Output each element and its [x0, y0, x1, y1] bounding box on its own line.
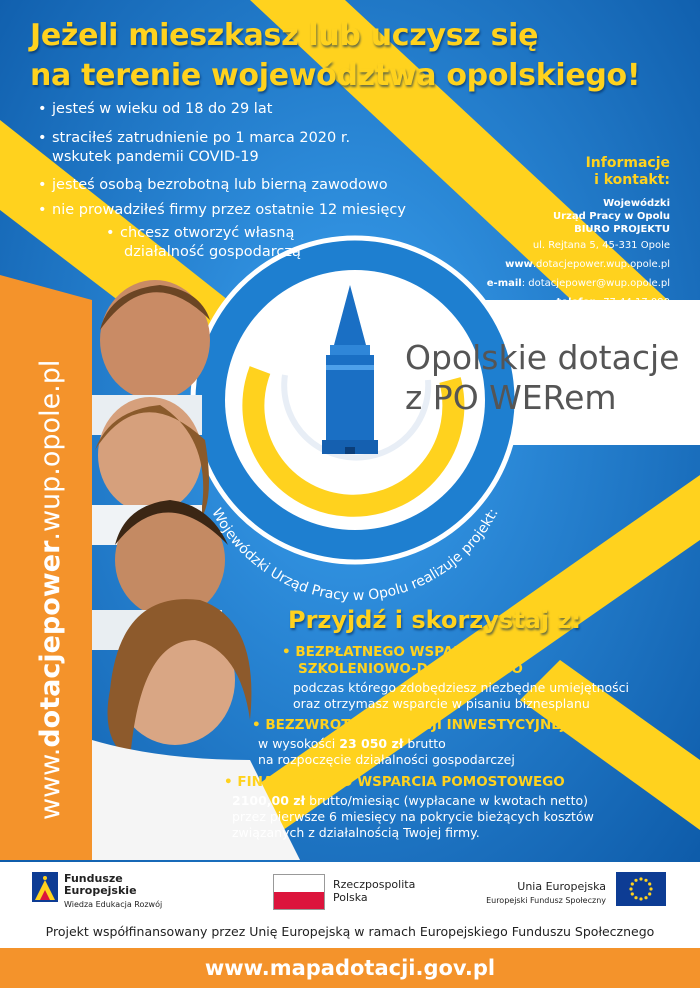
criterion-age: • jesteś w wieku od 18 do 29 lat — [38, 101, 273, 117]
contact-org-3: BIURO PROJEKTU — [574, 224, 670, 235]
criterion-start-business: • chcesz otworzyć własną — [106, 225, 295, 241]
contact-address: ul. Rejtana 5, 45-331 Opole — [532, 240, 670, 251]
offer-1-text-2: oraz otrzymasz wsparcie w pisaniu biznesplanu — [293, 696, 590, 711]
criterion-no-business: • nie prowadziłeś firmy przez ostatnie 12 miesięcy — [38, 202, 406, 218]
offer-3-text-2: przez pierwsze 6 miesięcy na pokrycie bieżących kosztów — [232, 809, 594, 824]
offer-3-text-1: 2100,00 zł brutto/miesiąc (wypłacane w kwotach netto) — [232, 793, 589, 808]
offer-2-text-2: na rozpoczęcie działalności gospodarczej — [258, 752, 515, 767]
headline-line-2: na terenie województwa opolskiego! — [30, 58, 641, 93]
footer — [0, 862, 700, 988]
offer-3-heading: • FINANSOWEGO WSPARCIA POMOSTOWEGO — [224, 774, 565, 790]
rp-name-1: Rzeczpospolita — [333, 878, 416, 891]
logo-text-line-2: z PO WERem — [405, 378, 617, 417]
offer-2-heading: • BEZZWROTNEJ DOTACJI INWESTYCYJNEJ — [252, 717, 566, 733]
bottom-url-bar[interactable] — [0, 948, 700, 988]
contact-org-2: Urząd Pracy w Opolu — [553, 211, 670, 222]
side-url[interactable]: www.dotacjepower.wup.opole.pl — [35, 359, 66, 820]
offer-1-text-1: podczas którego zdobędziesz niezbędne umiejętności — [293, 680, 630, 695]
criterion-job-loss-cont: wskutek pandemii COVID-19 — [52, 149, 259, 165]
criterion-job-loss: • straciłeś zatrudnienie po 1 marca 2020 r. — [38, 130, 351, 146]
eu-name: Unia Europejska — [517, 880, 606, 893]
contact-title-2: i kontakt: — [594, 172, 670, 188]
offer-1-heading: • BEZPŁATNEGO WSPARCIA — [282, 644, 490, 660]
criterion-start-business-cont: działalność gospodarczą — [124, 244, 301, 260]
fe-name-1: Fundusze — [64, 872, 123, 885]
poland-flag-icon — [273, 874, 325, 910]
bottom-url[interactable]: www.mapadotacji.gov.pl — [204, 956, 496, 980]
criterion-unemployed: • jesteś osobą bezrobotną lub bierną zawodowo — [38, 177, 388, 193]
contact-www[interactable]: www.dotacjepower.wup.opole.pl — [505, 259, 670, 270]
headline-line-1: Jeżeli mieszkasz lub uczysz się — [30, 18, 539, 53]
eu-fund-name: Europejski Fundusz Społeczny — [486, 896, 606, 905]
rp-name-2: Polska — [333, 891, 368, 904]
fe-name-2: Europejskie — [64, 884, 137, 897]
fe-program: Wiedza Edukacja Rozwój — [64, 900, 163, 909]
contact-phone: telefon: 77 44 17 090 — [556, 297, 670, 308]
contact-title-1: Informacje — [585, 155, 670, 171]
arc-text: Wojewódzki Urząd Pracy w Opolu realizuje projekt: — [208, 505, 502, 605]
eu-flag-icon — [616, 872, 666, 906]
offer-title: Przyjdź i skorzystaj z: — [288, 606, 581, 634]
fundusze-europejskie-logo-icon — [32, 872, 58, 902]
logo-text-line-1: Opolskie dotacje — [405, 338, 680, 377]
cofinancing-note: Projekt współfinansowany przez Unię Europejską w ramach Europejskiego Funduszu Społecznego — [45, 924, 655, 939]
offer-3-text-3: związanych z działalnością Twojej firmy. — [232, 825, 480, 840]
contact-org-1: Wojewódzki — [603, 198, 670, 209]
contact-email[interactable]: e-mail: dotacjepower@wup.opole.pl — [486, 278, 670, 289]
offer-1-heading-cont: SZKOLENIOWO-DORADCZEGO — [298, 661, 523, 677]
offer-2-text-1: w wysokości 23 050 zł brutto — [258, 736, 446, 751]
